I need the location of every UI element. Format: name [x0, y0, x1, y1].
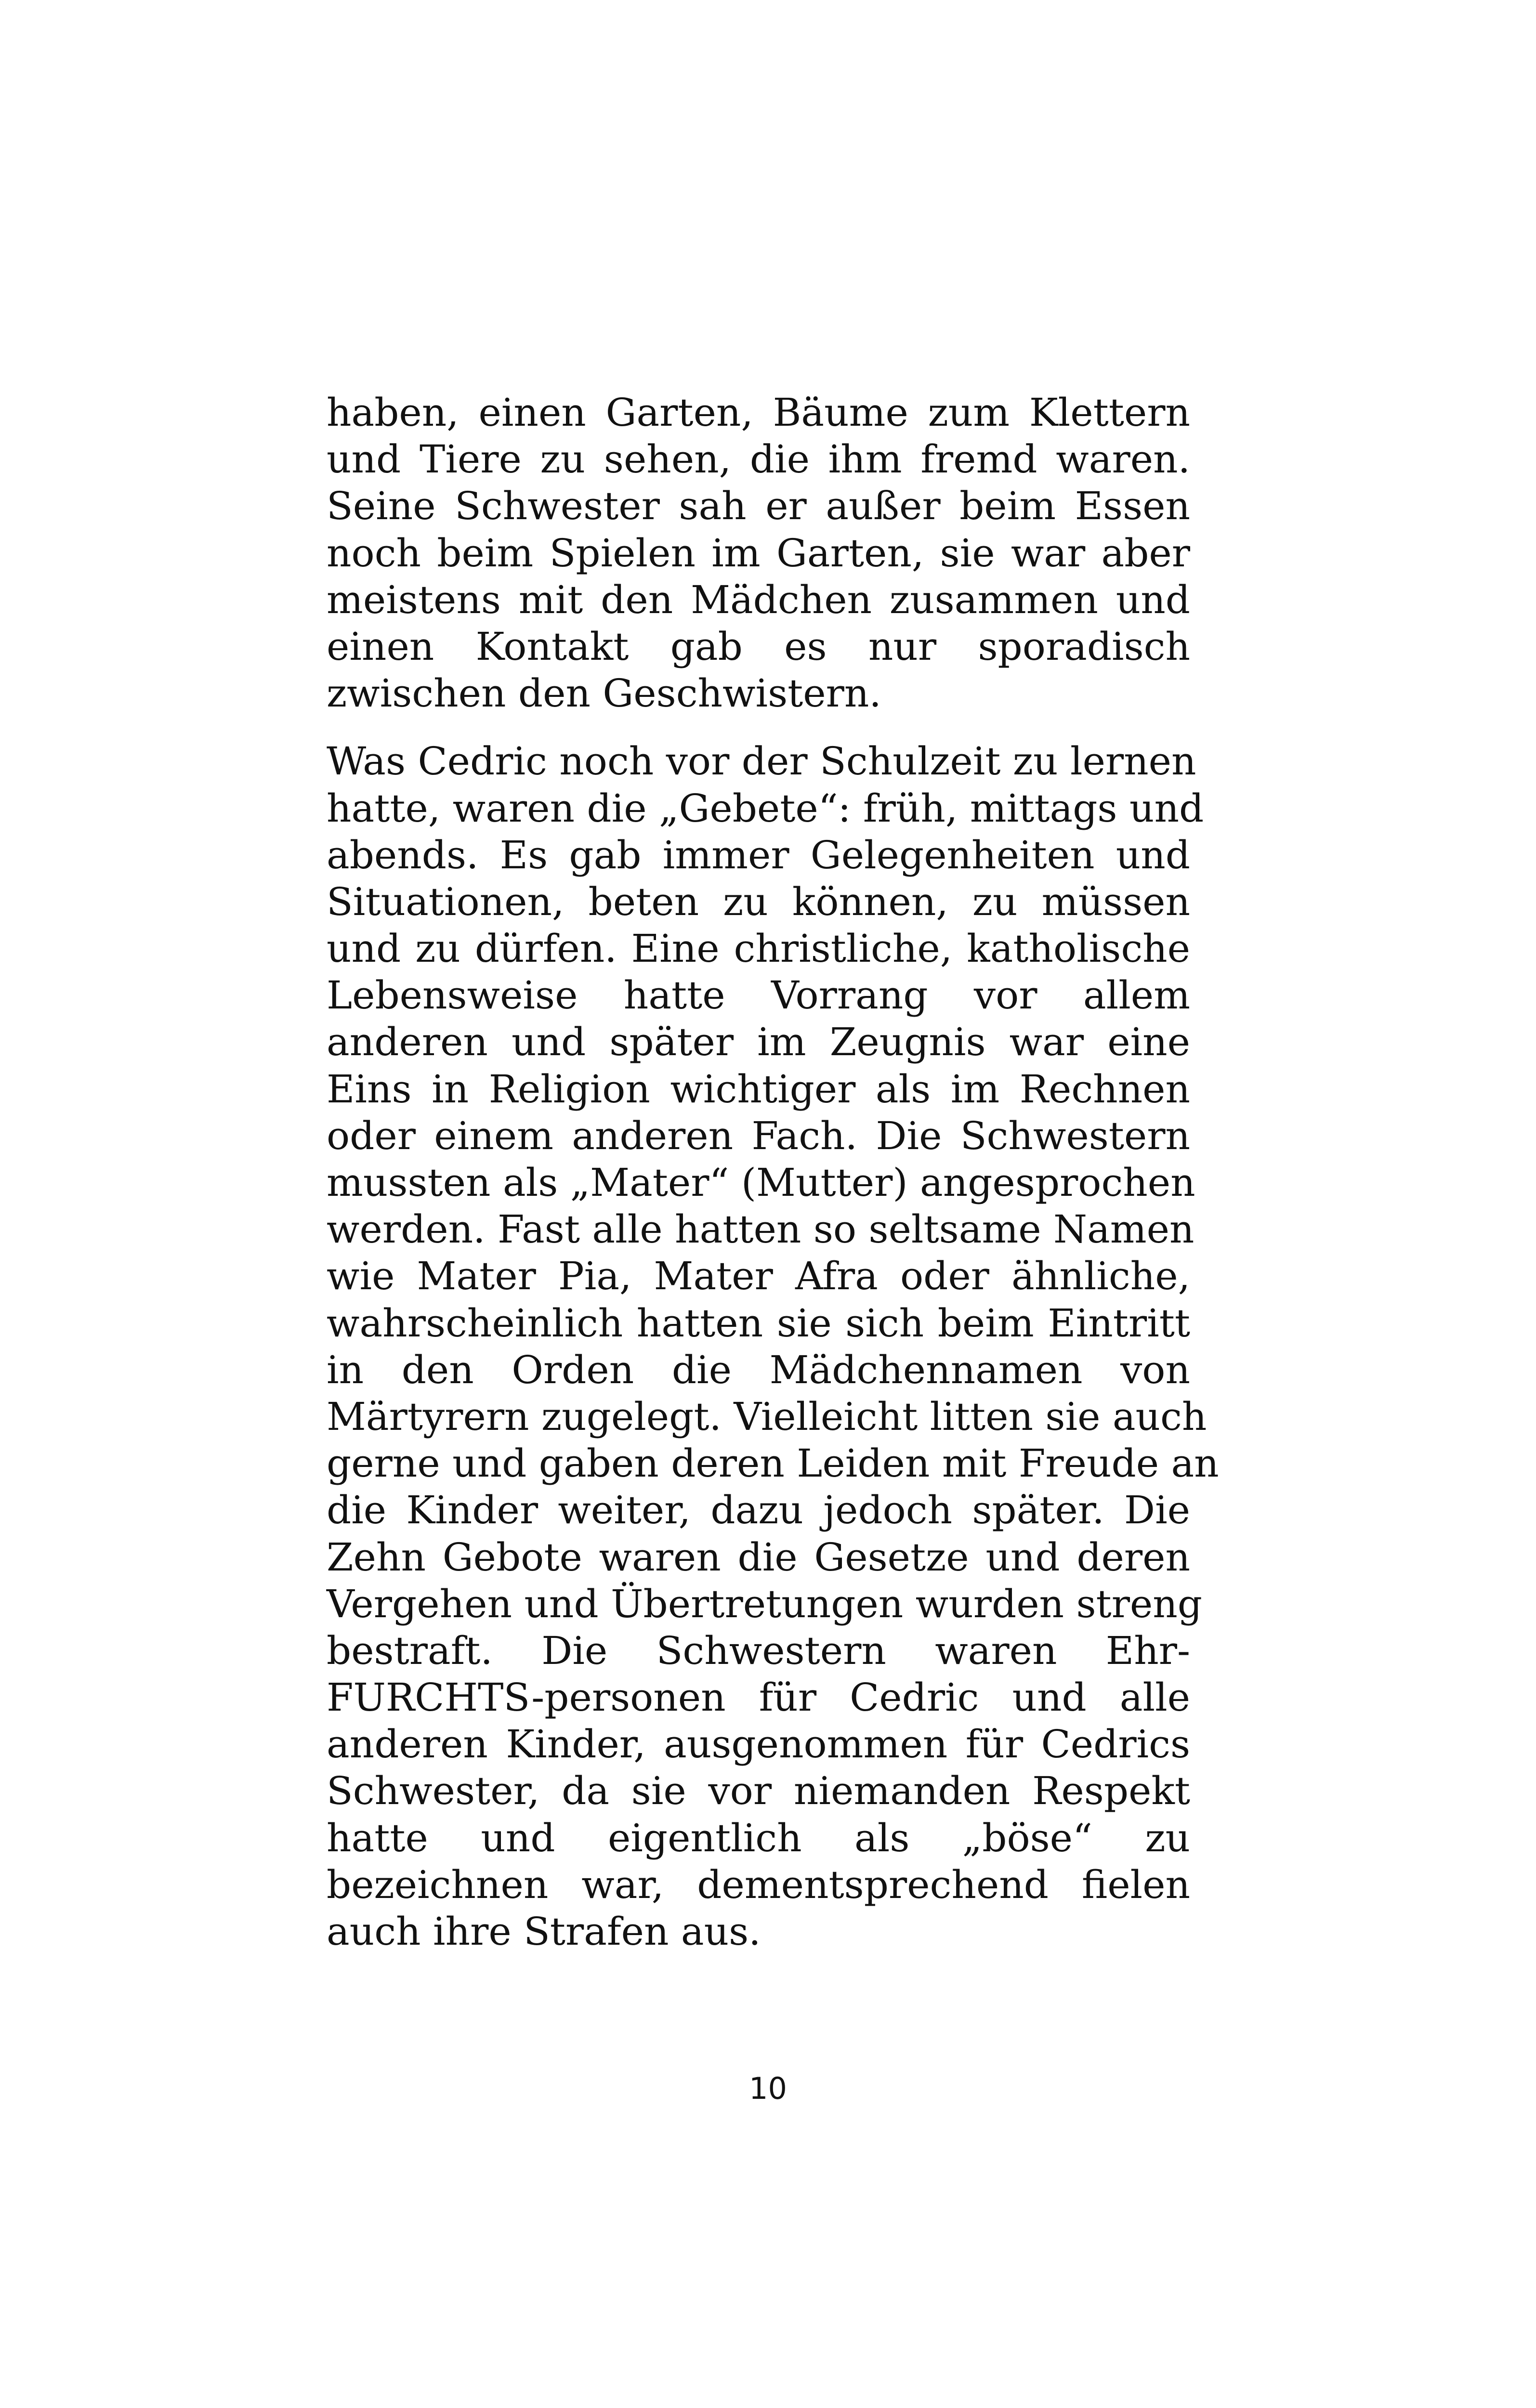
- page-number: 10: [749, 2071, 787, 2106]
- text-line: hatte, waren die „Gebete“: früh, mittags und: [327, 785, 1204, 831]
- text-line: werden. Fast alle hatten so seltsame Namen: [327, 1207, 1195, 1252]
- text-line: hatte und eigentlich als „böse“ zu: [327, 1815, 1190, 1860]
- body-text: [327, 389, 1219, 1955]
- text-line: Situationen, beten zu können, zu müssen: [327, 879, 1190, 924]
- text-line: und zu dürfen. Eine christliche, katholische: [327, 926, 1190, 971]
- text-line: gerne und gaben deren Leiden mit Freude an: [327, 1441, 1219, 1486]
- text-line: Schwester, da sie vor niemanden Respekt: [327, 1768, 1190, 1814]
- paragraph-gap: [327, 717, 1190, 738]
- text-line: auch ihre Strafen aus.: [327, 1909, 761, 1954]
- text-line: haben, einen Garten, Bäume zum Klettern: [327, 390, 1190, 435]
- text-line: FURCHTS-personen für Cedric und alle: [327, 1675, 1190, 1720]
- text-line: Was Cedric noch vor der Schulzeit zu lernen: [327, 739, 1196, 784]
- text-line: meistens mit den Mädchen zusammen und: [327, 577, 1190, 622]
- text-line: wahrscheinlich hatten sie sich beim Eintritt: [327, 1300, 1190, 1346]
- text-line: die Kinder weiter, dazu jedoch später. Die: [327, 1488, 1190, 1533]
- text-line: Lebensweise hatte Vorrang vor allem: [327, 973, 1190, 1018]
- text-line: einen Kontakt gab es nur sporadisch: [327, 624, 1190, 669]
- text-line: bezeichnen war, dementsprechend fielen: [327, 1862, 1190, 1907]
- text-line: Vergehen und Übertretungen wurden streng: [327, 1581, 1203, 1626]
- text-line: Märtyrern zugelegt. Vielleicht litten sie auch: [327, 1394, 1207, 1439]
- text-line: Zehn Gebote waren die Gesetze und deren: [327, 1534, 1190, 1580]
- text-line: Seine Schwester sah er außer beim Essen: [327, 484, 1190, 529]
- text-line: wie Mater Pia, Mater Afra oder ähnliche,: [327, 1254, 1190, 1299]
- text-line: Eins in Religion wichtiger als im Rechnen: [327, 1066, 1190, 1112]
- text-line: bestraft. Die Schwestern waren Ehr-: [327, 1628, 1190, 1673]
- text-line: in den Orden die Mädchennamen von: [327, 1347, 1190, 1392]
- text-line: oder einem anderen Fach. Die Schwestern: [327, 1113, 1190, 1158]
- text-line: noch beim Spielen im Garten, sie war aber: [327, 530, 1190, 576]
- text-line: mussten als „Mater“ (Mutter) angesprochen: [327, 1160, 1195, 1205]
- text-line: zwischen den Geschwistern.: [327, 671, 881, 716]
- text-line: abends. Es gab immer Gelegenheiten und: [327, 832, 1190, 877]
- text-line: anderen Kinder, ausgenommen für Cedrics: [327, 1722, 1190, 1767]
- text-line: und Tiere zu sehen, die ihm fremd waren.: [327, 437, 1190, 482]
- text-line: anderen und später im Zeugnis war eine: [327, 1020, 1190, 1065]
